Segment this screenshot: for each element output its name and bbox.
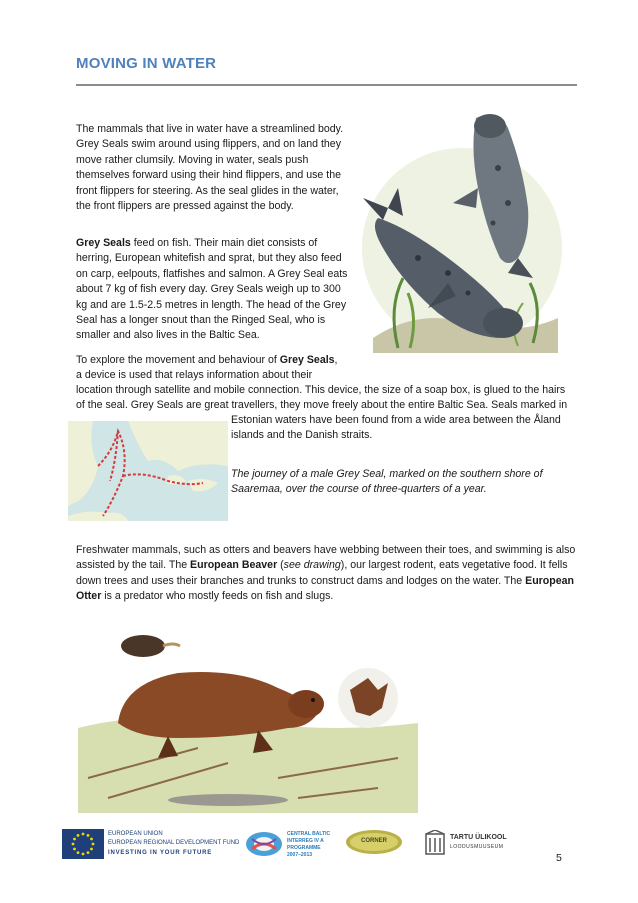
cb-line-2: INTERREG IV A [287,838,324,844]
cb-line-4: 2007–2013 [287,852,313,858]
paragraph-diet-text: feed on fish. Their main diet consists of herring, European whitefish and sprat, but they also feed on carp, eelpouts, flatfishes and salmon. A Grey Seal eats about 7 kg of fish every day. Grey Seals weigh up to 300 kg and are 1.5-2.5 metres in length. The head of the Grey Seal has a longer snout than the Ringed Seal, who is smaller and also lives in the Baltic Sea. [76,237,348,342]
european-beaver-illustration [78,628,418,813]
page-number: 5 [556,852,562,864]
eu-text-line-1: EUROPEAN UNION [108,831,163,837]
tracking-line-3: location through satellite and mobile connection. This device, the size of a soap box, is glued to the hairs [76,384,566,396]
paragraph-diet [76,236,348,344]
grey-seals-bold-2: Grey Seals [279,354,335,366]
eu-text-line-3: INVESTING IN YOUR FUTURE [108,850,213,856]
cb-line-3: PROGRAMME [287,845,321,851]
tracking-line-5: Estonian waters have been found from a wide area between the Åland [231,414,561,426]
seal-journey-map [68,421,228,521]
page-title: MOVING IN WATER [76,55,217,72]
paragraph-locomotion: The mammals that live in water have a streamlined body. Grey Seals swim around using flippers, and on land they move rather clumsily. Moving in water, seals push themselves forward using their hind flippers, and use the front flippers for steering. As the seal glides in the water, the front flippers are pressed against the body. [76,123,344,213]
european-otter-bold: European Otter [76,574,574,603]
grey-seals-illustration [358,108,566,353]
map-caption: The journey of a male Grey Seal, marked on the southern shore of Saaremaa, over the course of three-quarters of a year. [231,468,543,496]
eu-text-line-2: EUROPEAN REGIONAL DEVELOPMENT FUND [108,840,240,846]
tartu-line-1: TARTU ÜLIKOOL [450,834,507,841]
tartu-university-crest-icon [424,830,446,856]
cb-line-1: CENTRAL BALTIC [287,831,331,837]
european-beaver-bold: European Beaver [190,559,278,572]
tracking-line-4: of the seal. Grey Seals are great travellers, they move freely about the entire Baltic Sea. Seals marked in [76,399,568,411]
title-divider [76,84,577,86]
tracking-line-2: a device is used that relays information about their [76,369,313,381]
corner-label: CORNER [360,838,387,844]
tartu-line-2: LOODUSMUUSEUM [450,844,504,850]
paragraph-tracking: To explore the movement and behaviour of Grey Seals, [76,354,338,366]
grey-seals-bold: Grey Seals [76,237,131,249]
tracking-line-6: islands and the Danish straits. [231,429,373,441]
central-baltic-logo-icon [244,829,284,859]
paragraph-freshwater: Freshwater mammals, such as otters and beavers have webbing between their toes, and swimming is also assisted by the tail. The European Beaver (see drawing), our largest rodent, eats vegetative food. It fells down trees and uses their branches and trunks to construct dams and lodges on the water. The European Otter is a predator who mostly feeds on fish and slugs. [76,544,576,603]
eu-flag-icon [62,829,104,859]
